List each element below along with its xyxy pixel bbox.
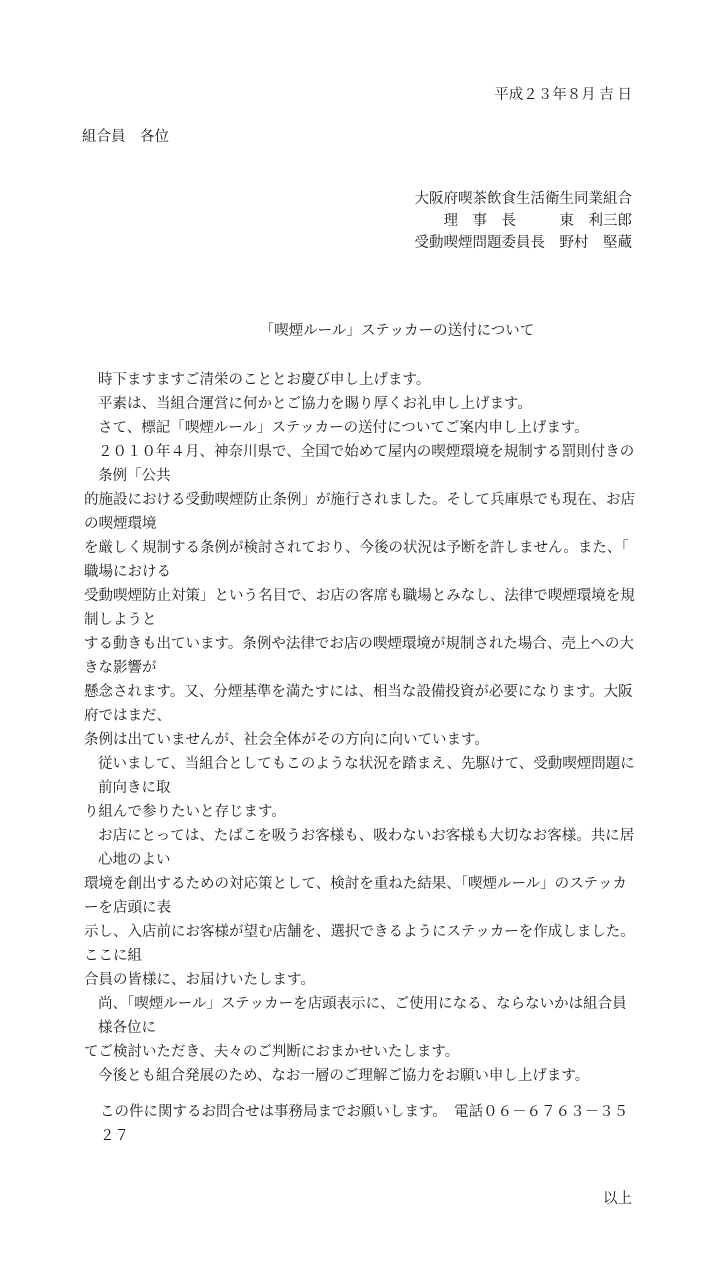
letter-date: 平成２３年８月 吉 日: [494, 87, 632, 103]
body-line: てご検討いただき、夫々のご判断におまかせいたします。: [84, 1044, 460, 1060]
subject-title: 「喫煙ルール」ステッカーの送付について: [259, 323, 535, 339]
sender-organization: 大阪府喫茶飲食生活衛生同業組合: [414, 191, 632, 207]
body-line: 的施設における受動喫煙防止条例」が施行されました。そして兵庫県でも現在、お店の喫煙環境: [84, 492, 635, 532]
body-line: 平素は、当組合運営に何かとご協力を賜り厚くお礼申し上げます。: [98, 396, 532, 412]
body-line: 条例は出ていませんが、社会全体がその方向に向いています。: [84, 732, 489, 748]
body-line: 受動喫煙防止対策」という名目で、お店の客席も職場とみなし、法律で喫煙環境を規制しようと: [84, 588, 635, 628]
body-line: ２０１０年４月、神奈川県で、全国で始めて屋内の喫煙環境を規制する罰則付きの条例「公共: [98, 444, 635, 484]
body-line: 示し、入店前にお客様が望む店舗を、選択できるようにステッカーを作成しました。ここに組: [84, 924, 635, 964]
body-line: 懸念されます。又、分煙基準を満たすには、相当な設備投資が必要になります。大阪府ではまだ、: [84, 684, 633, 724]
closing: 以上: [603, 1191, 632, 1207]
contact-line: この件に関するお問合せは事務局までお願いします。 電話０６－６７６３－３５２７: [100, 1104, 629, 1144]
body-line: り組んで参りたいと存じます。: [84, 804, 286, 820]
sender-committee: 受動喫煙問題委員長 野村 堅蔵: [414, 235, 632, 251]
body-line: する動きも出ています。条例や法律でお店の喫煙環境が規制された場合、売上への大きな影響が: [84, 636, 634, 676]
body-line: 合員の皆様に、お届けいたします。: [84, 972, 315, 988]
addressee: 組合員 各位: [82, 129, 169, 145]
body-line: 尚、「喫煙ルール」ステッカーを店頭表示に、ご使用になる、ならないかは組合員様各位に: [98, 996, 627, 1036]
body-line: 時下ますますご清栄のこととお慶び申し上げます。: [98, 372, 431, 388]
body-line: を厳しく規制する条例が検討されており、今後の状況は予断を許しません。また、「職場における: [84, 540, 629, 580]
sender-chairman: 理 事 長 東 利三郎: [443, 213, 632, 229]
body-line: お店にとっては、たばこを吸うお客様も、吸わないお客様も大切なお客様。共に居心地のよい: [98, 828, 635, 868]
body-line: 環境を創出するための対応策として、検討を重ねた結果、「喫煙ルール」のステッカーを店頭に表: [84, 876, 627, 916]
body-line: 今後とも組合発展のため、なお一層のご理解ご協力をお願い申し上げます。: [98, 1068, 590, 1084]
body-line: さて、標記「喫煙ルール」ステッカーの送付についてご案内申し上げます。: [98, 420, 589, 436]
letter-body: [84, 368, 640, 1088]
body-line: 従いまして、当組合としてもこのような状況を踏まえ、先駆けて、受動喫煙問題に前向きに取: [98, 756, 635, 796]
sender-block: [84, 188, 640, 254]
